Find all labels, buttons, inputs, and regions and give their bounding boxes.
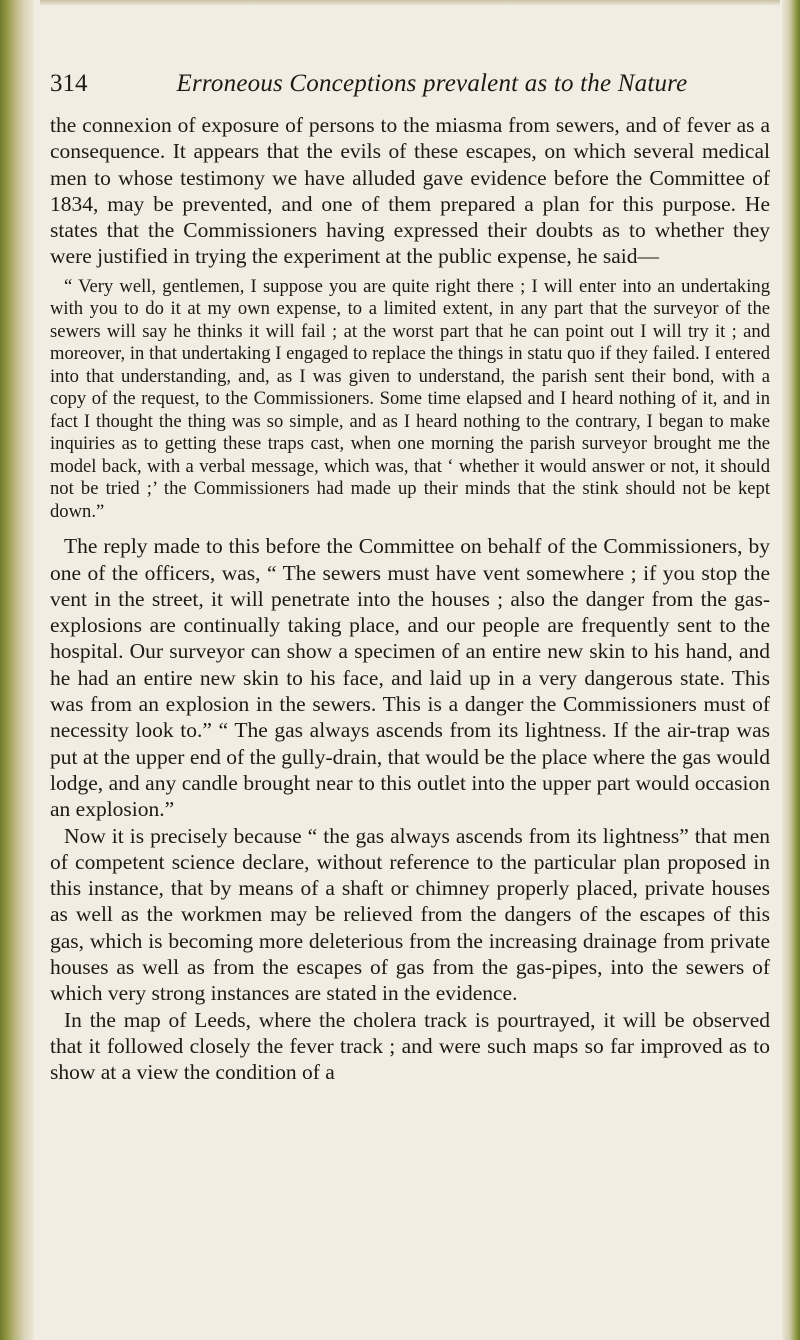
paragraph-4: In the map of Leeds, where the cholera track is pourtrayed, it will be observed that it followed closely the fever track ; and were such maps so far improved as to show at a view the condition of a xyxy=(50,1007,770,1085)
page-header xyxy=(50,70,770,108)
book-page xyxy=(50,70,770,1086)
book-binding-right xyxy=(782,0,800,1340)
paragraph-3: Now it is precisely because “ the gas always ascends from its lightness” that men of competent science declare, without reference to the particular plan proposed in this instance, that by means of a shaft or chimney properly placed, private houses as well as the workmen may be relieved from the dangers of the escapes of this gas, which is becoming more deleterious from the increasing drainage from private houses as well as from the escapes of gas from the gas-pipes, into the sewers of which very strong instances are stated in the evidence. xyxy=(50,823,770,1006)
quoted-testimony: “ Very well, gentlemen, I suppose you are quite right there ; I will enter into an undertaking with you to do it at my own expense, to a limited extent, in any part that the surveyor of the sewers will say he thinks it will fail ; at the worst part that he can point out I will try it ; and moreover, in that undertaking I engaged to replace the things in statu quo if they failed. I entered into that understanding, and, as I was given to understand, the parish sent their bond, with a copy of the request, to the Commissioners. Some time elapsed and I heard nothing of it, and in fact I thought the thing was so simple, and as I heard nothing to the contrary, I began to make inquiries as to getting these traps cast, when one morning the parish surveyor brought me the model back, with a verbal message, which was, that ‘ whether it would answer or not, it should not be tried ;’ the Commissioners had made up their minds that the stink should not be kept down.” xyxy=(50,275,770,522)
running-title: Erroneous Conceptions prevalent as to the Nature xyxy=(176,70,688,97)
paragraph-1: the connexion of exposure of persons to the miasma from sewers, and of fever as a consequence. It appears that the evils of these escapes, on which several medical men to whose testimony we have alluded gave evidence before the Committee of 1834, may be prevented, and one of them prepared a plan for this purpose. He states that the Commissioners having expressed their doubts as to whether they were justified in trying the experiment at the public expense, he said— xyxy=(50,113,770,269)
page-number: 314 xyxy=(50,70,88,97)
book-binding-left xyxy=(0,0,34,1340)
page-top-edge xyxy=(40,0,780,6)
paragraph-2: The reply made to this before the Committee on behalf of the Commissioners, by one of the officers, was, “ The sewers must have vent somewhere ; if you stop the vent in the street, it will penetrate into the houses ; also the danger from the gas-explosions are continually taking place, and our people are frequently sent to the hospital. Our surveyor can show a specimen of an entire new skin to his hand, and he had an entire new skin to his face, and laid up in a very dangerous state. This was from an explosion in the sewers. This is a danger the Commissioners must of necessity look to.” “ The gas always ascends from its lightness. If the air-trap was put at the upper end of the gully-drain, that would be the place where the gas would lodge, and any candle brought near to this outlet into the upper part would occasion an explosion.” xyxy=(50,534,770,822)
